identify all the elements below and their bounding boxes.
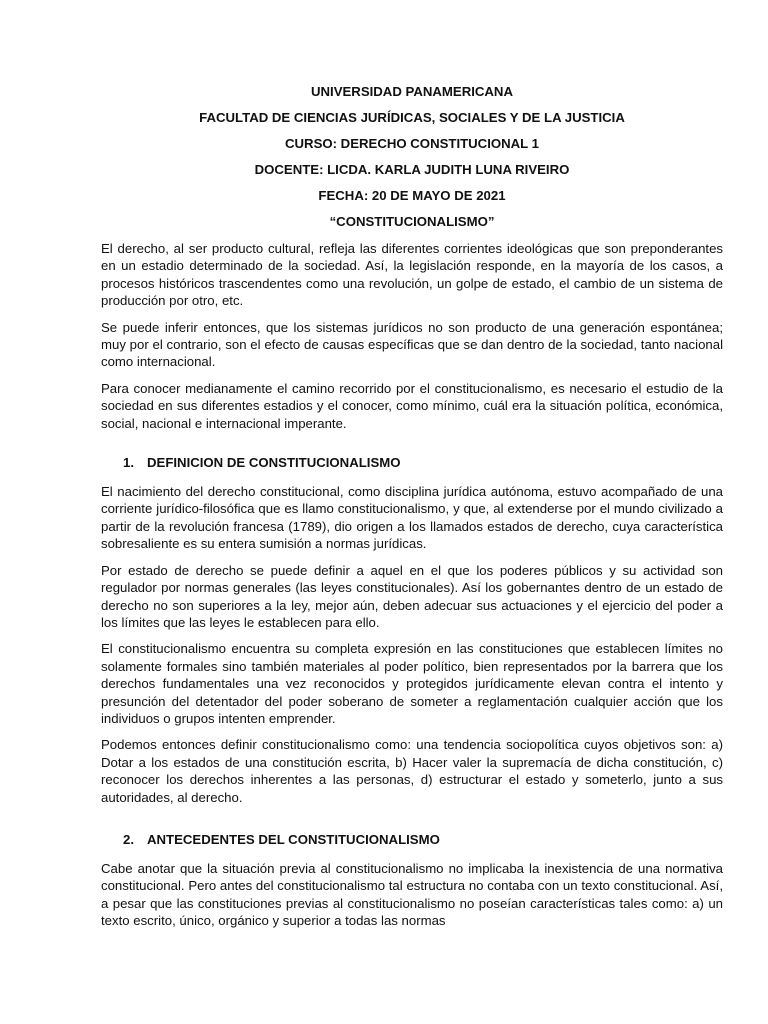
section-1-paragraph-4: Podemos entonces definir constitucionalismo como: una tendencia sociopolítica cuyos objetivos son: a) Dotar a los estados de una constitución escrita, b) Hacer valer la supremacía de dicha constitución, c) reconocer los derechos inherentes a las personas, d) estructurar el estado y someterlo, junto a sus autoridades, al derecho. (101, 737, 723, 805)
section-1-paragraph-3: El constitucionalismo encuentra su completa expresión en las constituciones que establecen límites no solamente formales sino también materiales al poder político, bien representados por la barrera que los derechos fundamentales una vez reconocidos y protegidos jurídicamente elevan contra el intento y presunción del detentador del poder soberano de someter a reglamentación cualquier acción que los individuos o grupos intenten emprender. (101, 641, 723, 726)
intro-paragraph-3: Para conocer medianamente el camino recorrido por el constitucionalismo, es necesario el estudio de la sociedad en sus diferentes estadios y el conocer, como mínimo, cuál era la situación política, económica, social, nacional e internacional imperante. (101, 380, 723, 431)
section-2-number: 2. (123, 831, 134, 847)
university-name: UNIVERSIDAD PANAMERICANA (311, 84, 513, 99)
section-2-title: ANTECEDENTES DEL CONSTITUCIONALISMO (147, 831, 440, 847)
section-1-paragraph-2: Por estado de derecho se puede definir a aquel en el que los poderes públicos y su actividad son regulador por normas generales (las leyes constitucionales). Así los gobernantes dentro de un estado de derecho no son superiores a la ley, mejor aún, deben adecuar sus actuaciones y el ejercicio del poder a los límites que las leyes le establecen para ello. (101, 562, 723, 630)
section-1-title: DEFINICION DE CONSTITUCIONALISMO (147, 455, 401, 471)
intro-paragraph-1: El derecho, al ser producto cultural, refleja las diferentes corrientes ideológicas que son preponderantes en un estadio determinado de la sociedad. Así, la legislación responde, en la mayoría de los casos, a procesos históricos trascendentes como una revolución, un golpe de estado, el cambio de un sistema de producción por otro, etc. (101, 241, 723, 309)
document-title: “CONSTITUCIONALISMO” (329, 214, 495, 229)
document-date: FECHA: 20 DE MAYO DE 2021 (318, 188, 506, 203)
section-2-heading (123, 831, 723, 848)
course-name: CURSO: DERECHO CONSTITUCIONAL 1 (285, 136, 539, 151)
section-1-paragraph-1: El nacimiento del derecho constitucional, como disciplina jurídica autónoma, estuvo acompañado de una corriente jurídico-filosófica que es llamo constitucionalismo, y que, al extenderse por el mundo civilizado a partir de la revolución francesa (1789), dio origen a los llamados estados de derecho, cuya característica sobresaliente es su entera sumisión a normas jurídicas. (101, 484, 723, 552)
section-1-heading (123, 454, 723, 471)
document-content (101, 84, 723, 939)
section-2-paragraph-1: Cabe anotar que la situación previa al constitucionalismo no implicaba la inexistencia de una normativa constitucional. Pero antes del constitucionalismo tal estructura no contaba con un texto constitucional. Así, a pesar que las constituciones previas al constitucionalismo no poseían características tales como: a) un texto escrito, único, orgánico y superior a todas las normas (101, 860, 723, 929)
teacher-name: DOCENTE: LICDA. KARLA JUDITH LUNA RIVEIRO (254, 162, 570, 177)
section-1-number: 1. (123, 455, 134, 471)
intro-paragraph-2: Se puede inferir entonces, que los sistemas jurídicos no son producto de una generación espontánea; muy por el contrario, son el efecto de causas específicas que se dan dentro de la sociedad, tanto nacional como internacional. (101, 319, 723, 370)
faculty-name: FACULTAD DE CIENCIAS JURÍDICAS, SOCIALES Y DE LA JUSTICIA (199, 110, 625, 125)
